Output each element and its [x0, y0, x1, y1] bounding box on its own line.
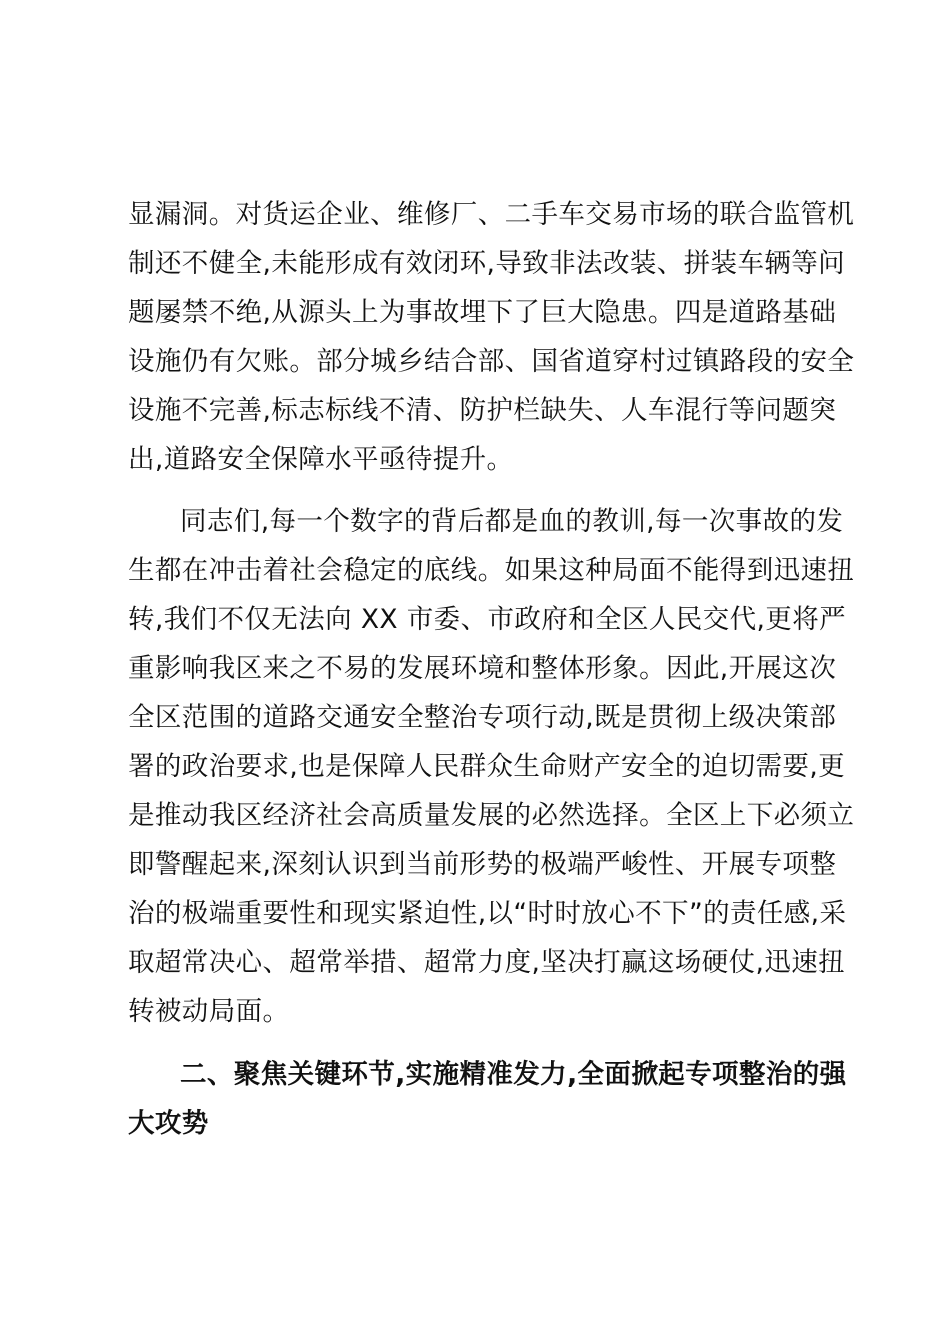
heading-line: 二、聚焦关键环节,实施精准发力,全面掀起专项整治的强 — [180, 1059, 847, 1090]
text-line: 全区范围的道路交通安全整治专项行动,既是贯彻上级决策部 — [128, 702, 837, 733]
text-line: 出,道路安全保障水平亟待提升。 — [128, 444, 514, 475]
text-line: 重影响我区来之不易的发展环境和整体形象。因此,开展这次 — [128, 653, 837, 684]
text-line: 转被动局面。 — [128, 996, 290, 1027]
text-line: 设施仍有欠账。部分城乡结合部、国省道穿村过镇路段的安全 — [128, 346, 855, 377]
text-line: 转,我们不仅无法向 XX 市委、市政府和全区人民交代,更将严 — [128, 604, 847, 635]
text-line: 署的政治要求,也是保障人民群众生命财产安全的迫切需要,更 — [128, 751, 846, 782]
text-line: 显漏洞。对货运企业、维修厂、二手车交易市场的联合监管机 — [128, 199, 855, 230]
text-line: 同志们,每一个数字的背后都是血的教训,每一次事故的发 — [180, 506, 844, 537]
text-line: 取超常决心、超常举措、超常力度,坚决打赢这场硬仗,迅速扭 — [128, 947, 846, 978]
text-line: 即警醒起来,深刻认识到当前形势的极端严峻性、开展专项整 — [128, 849, 837, 880]
text-line: 设施不完善,标志标线不清、防护栏缺失、人车混行等问题突 — [128, 395, 837, 426]
heading-line: 大攻势 — [128, 1108, 209, 1139]
text-line: 是推动我区经济社会高质量发展的必然选择。全区上下必须立 — [128, 800, 855, 831]
text-line: 题屡禁不绝,从源头上为事故埋下了巨大隐患。四是道路基础 — [128, 297, 837, 328]
text-line: 生都在冲击着社会稳定的底线。如果这种局面不能得到迅速扭 — [128, 555, 855, 586]
text-line: 制还不健全,未能形成有效闭环,导致非法改装、拼装车辆等问 — [128, 248, 846, 279]
text-line: 治的极端重要性和现实紧迫性,以“时时放心不下”的责任感,采 — [128, 898, 847, 929]
